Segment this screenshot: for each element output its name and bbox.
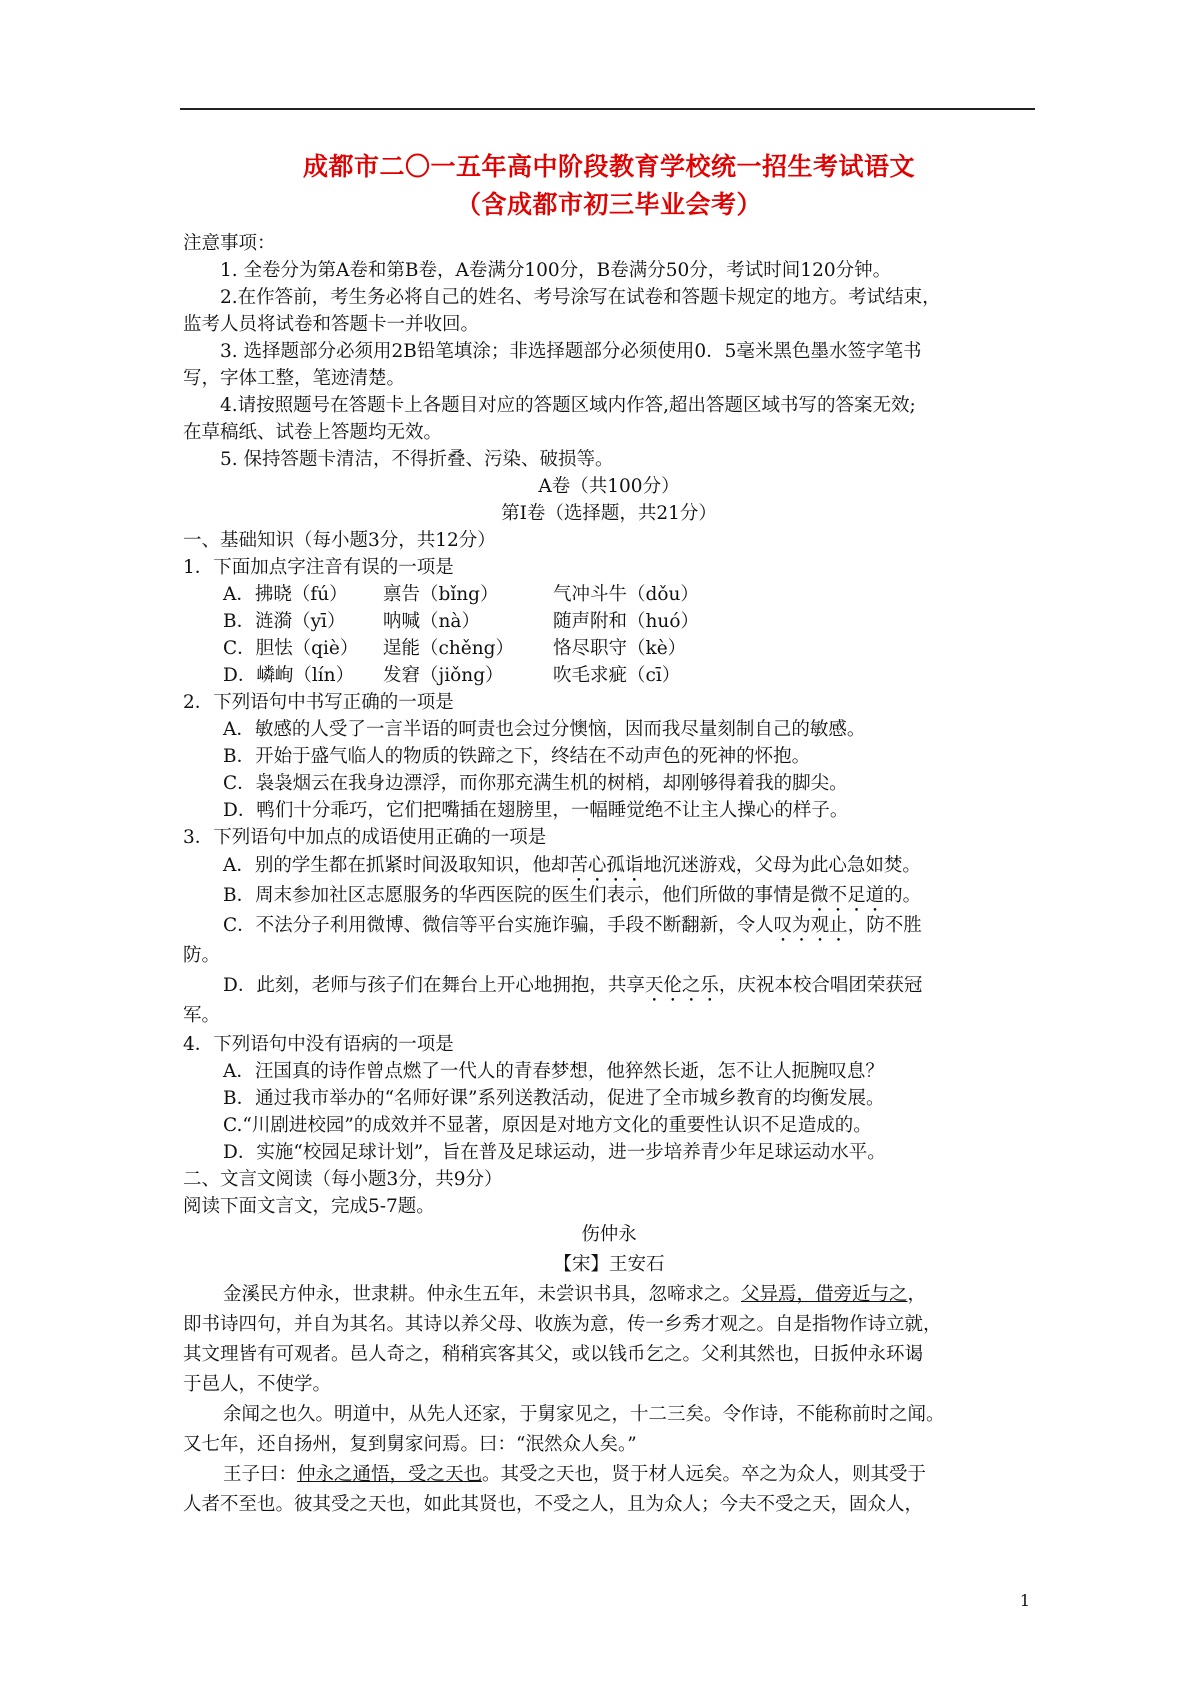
- document-title: 成都市二〇一五年高中阶段教育学校统一招生考试语文: [302, 152, 915, 181]
- notice-item: 5. 保持答题卡清洁，不得折叠、污染、破损等。: [220, 449, 614, 470]
- part1-heading: 一、基础知识（每小题3分，共12分）: [183, 530, 496, 551]
- text: ，防不胜: [847, 915, 922, 936]
- text: B．周末参加社区志愿服务的华西医院的医生们表示，他们所做的事情是: [223, 885, 811, 906]
- question-3-option-b: [183, 881, 1035, 911]
- passage-line: 余闻之也久。明道中，从先人还家，于舅家见之，十二三矣。令作诗，不能称前时之闻。: [223, 1404, 945, 1425]
- option-part: 气冲斗牛（dǒu）: [553, 584, 699, 605]
- question-1-stem: 1．下面加点字注音有误的一项是: [183, 557, 454, 578]
- question-4-option: D．实施“校园足球计划”，旨在普及足球运动，进一步培养青少年足球运动水平。: [223, 1142, 886, 1163]
- text: D．此刻，老师与孩子们在舞台上开心地拥抱，共享: [223, 975, 645, 996]
- question-2-option: A．敏感的人受了一言半语的呵责也会过分懊恼，因而我尽量刻制自己的敏感。: [223, 719, 866, 740]
- option-part: 禀告（bǐng）: [383, 584, 499, 605]
- passage-author: 【宋】王安石: [553, 1254, 665, 1275]
- question-2-option: B．开始于盛气临人的物质的铁蹄之下，终结在不动声色的死神的怀抱。: [223, 746, 811, 767]
- passage-title: 伤仲永: [581, 1224, 637, 1245]
- dotted-idiom: 微不足道: [810, 885, 885, 906]
- option-part: C．胆怯（qiè）: [223, 638, 359, 659]
- question-4-stem: 4．下列语句中没有语病的一项是: [183, 1034, 454, 1055]
- notice-heading: 注意事项：: [183, 233, 276, 254]
- passage-line: 即书诗四句，并自为其名。其诗以养父母、收族为意，传一乡秀才观之。自是指物作诗立就，: [183, 1314, 942, 1335]
- text: 的。: [884, 885, 922, 906]
- option-part: A．拂晓（fú）: [223, 584, 348, 605]
- part2-intro: 阅读下面文言文，完成5-7题。: [183, 1196, 435, 1217]
- option-part: B．涟漪（yī）: [223, 611, 346, 632]
- dotted-idiom: 天伦之乐: [644, 975, 719, 996]
- question-2-option: D．鸭们十分乖巧，它们把嘴插在翅膀里，一幅睡觉绝不让主人操心的样子。: [223, 800, 849, 821]
- question-1-option-a: [183, 581, 1035, 608]
- document-content: [183, 148, 1035, 1520]
- question-2-option: C．袅袅烟云在我身边漂浮，而你那充满生机的树梢，却刚够得着我的脚尖。: [223, 773, 848, 794]
- passage-line: 于邑人，不使学。: [183, 1374, 332, 1395]
- text: C．不法分子利用微博、微信等平台实施诈骗，手段不断翻新，令人: [223, 915, 774, 936]
- passage-line: 其文理皆有可观者。邑人奇之，稍稍宾客其父，或以钱币乞之。父利其然也，日扳仲永环谒: [183, 1344, 924, 1365]
- underlined-sentence: 仲永之通悟，受之天也: [297, 1464, 483, 1485]
- option-part: 呐喊（nà）: [383, 611, 480, 632]
- notice-item: 监考人员将试卷和答题卡一并收回。: [183, 314, 480, 335]
- text: 地沉迷游戏，父母为此心急如焚。: [643, 855, 921, 876]
- question-3-option-d: [183, 971, 1035, 1001]
- question-4-option: B．通过我市举办的“名师好课”系列送教活动，促进了全市城乡教育的均衡发展。: [223, 1088, 885, 1109]
- dotted-idiom: 叹为观止: [773, 915, 848, 936]
- option-part: D．嶙峋（lín）: [223, 665, 355, 686]
- question-2-stem: 2．下列语句中书写正确的一项是: [183, 692, 454, 713]
- question-1-option-c: [183, 635, 1035, 662]
- text: A．别的学生都在抓紧时间汲取知识，他却: [223, 855, 570, 876]
- document-subtitle: （含成都市初三毕业会考）: [455, 190, 762, 219]
- question-3-option-a: [183, 851, 1035, 881]
- section-1-heading: 第Ⅰ卷（选择题，共21分）: [501, 503, 717, 524]
- page-number: 1: [1019, 1591, 1030, 1610]
- text: 王子曰：: [223, 1464, 298, 1485]
- question-4-option: A．汪国真的诗作曾点燃了一代人的青春梦想，他猝然长逝，怎不让人扼腕叹息？: [223, 1061, 884, 1082]
- question-4-option: C.“川剧进校园”的成效并不显著，原因是对地方文化的重要性认识不足造成的。: [223, 1115, 872, 1136]
- text: ，庆祝本校合唱团荣获冠: [718, 975, 923, 996]
- notice-item: 1. 全卷分为第A卷和第B卷，A卷满分100分，B卷满分50分，考试时间120分钟。: [220, 260, 892, 281]
- header-rule: [180, 108, 1035, 110]
- question-1-option-d: [183, 662, 1035, 689]
- option-part: 随声附和（huó）: [553, 611, 699, 632]
- text: 金溪民方仲永，世隶耕。仲永生五年，未尝识书具，忽啼求之。: [223, 1284, 742, 1305]
- notice-item: 4.请按照题号在答题卡上各题目对应的答题区域内作答,超出答题区域书写的答案无效;: [220, 395, 916, 416]
- notice-item: 3. 选择题部分必须用2B铅笔填涂；非选择题部分必须使用0．5毫米黑色墨水签字笔书: [220, 341, 922, 362]
- dotted-idiom: 苦心孤诣: [569, 855, 644, 876]
- option-part: 吹毛求疵（cī）: [553, 665, 681, 686]
- section-a-heading: A卷（共100分）: [538, 476, 680, 497]
- underlined-sentence: 父异焉，借旁近与之: [741, 1284, 908, 1305]
- text: ，: [907, 1284, 927, 1305]
- notice-item: 2.在作答前，考生务必将自己的姓名、考号涂写在试卷和答题卡规定的地方。考试结束，: [220, 287, 941, 308]
- passage-line: [183, 1460, 1035, 1490]
- question-1-option-b: [183, 608, 1035, 635]
- question-3-option-c: [183, 911, 1035, 941]
- passage-line: 人者不至也。彼其受之天也，如此其贤也，不受之人，且为众人；今夫不受之天，固众人，: [183, 1494, 924, 1515]
- question-3-option-c-cont: 防。: [183, 945, 221, 966]
- question-3-stem: 3．下列语句中加点的成语使用正确的一项是: [183, 827, 547, 848]
- text: 。其受之天也，贤于材人远矣。卒之为众人，则其受于: [482, 1464, 927, 1485]
- option-part: 恪尽职守（kè）: [553, 638, 687, 659]
- passage-line: 又七年，还自扬州，复到舅家问焉。曰：“泯然众人矣。”: [183, 1434, 637, 1455]
- part2-heading: 二、文言文阅读（每小题3分，共9分）: [183, 1169, 503, 1190]
- passage-line: [183, 1280, 1035, 1310]
- option-part: 发窘（jiǒng）: [383, 665, 504, 686]
- notice-item: 在草稿纸、试卷上答题均无效。: [183, 422, 443, 443]
- option-part: 逞能（chěng）: [383, 638, 514, 659]
- question-3-option-d-cont: 军。: [183, 1005, 221, 1026]
- notice-item: 写，字体工整，笔迹清楚。: [183, 368, 406, 389]
